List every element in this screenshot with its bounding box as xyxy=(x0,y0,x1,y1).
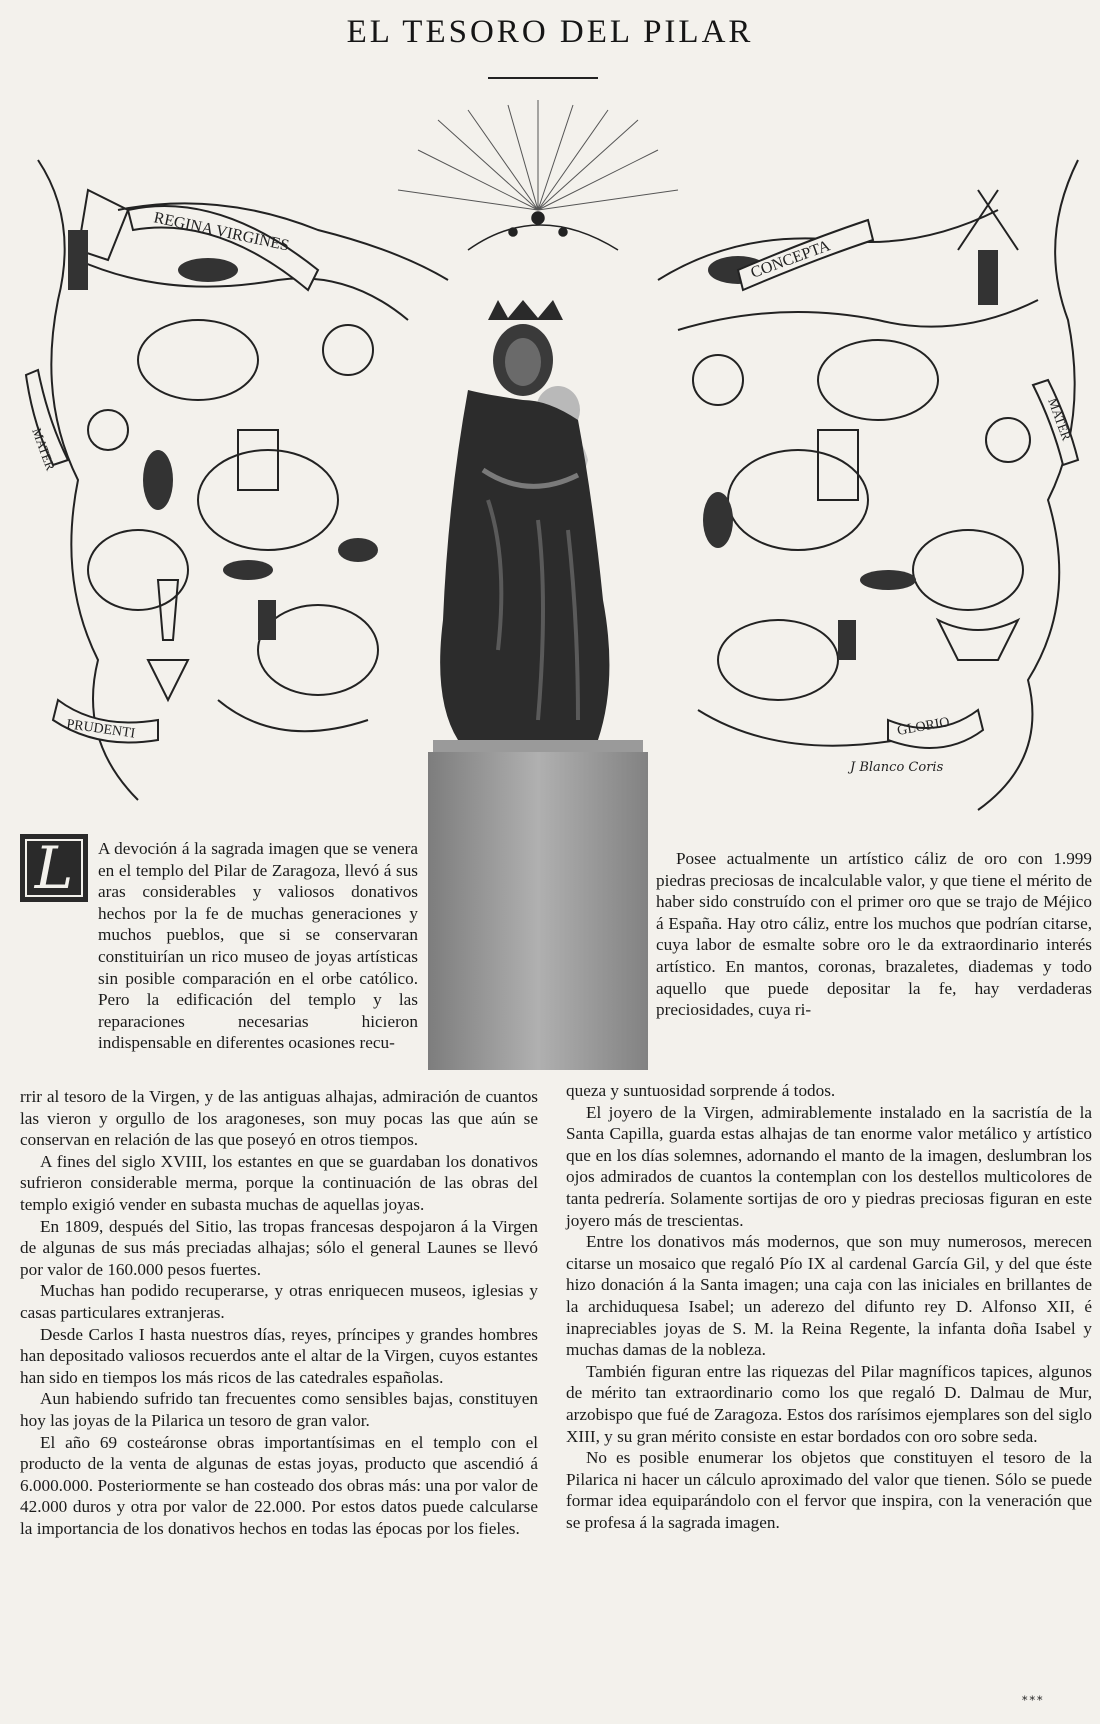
paragraph: Desde Carlos I hasta nuestros días, reyes, príncipes y grandes hombres han depositado valiosos recuerdos ante el altar de la Virgen, cuyos estantes han sido en tiempos los más ricos de las catedrales españolas. xyxy=(20,1324,538,1387)
sunburst-rays xyxy=(398,100,678,210)
paragraph: queza y suntuosidad sorprende á todos. xyxy=(566,1081,836,1100)
svg-text:MATER: MATER xyxy=(29,425,59,473)
paragraph: Aun habiendo sufrido tan frecuentes como sensibles bajas, constituyen hoy las joyas de la Pilarica un tesoro de gran valor. xyxy=(20,1389,538,1430)
svg-text:GLORIO: GLORIO xyxy=(896,714,951,739)
svg-text:PRUDENTI: PRUDENTI xyxy=(65,717,137,742)
title-rule xyxy=(488,77,598,79)
left-ornament-cluster xyxy=(38,160,448,800)
right-ornament-cluster xyxy=(658,160,1078,810)
right-column-body xyxy=(566,1080,1092,1533)
artist-signature: J Blanco Coris xyxy=(850,760,944,775)
paragraph: Entre los donativos más modernos, que son muy numerosos, merecen citarse un mosaico que regaló Pío IX al cardenal García Gil, y del que éste hizo donación á la Santa imagen; una caja con las iniciales en brillantes de la archiduquesa Isabel; un aderezo del difunto rey D. Alfonso XII, é inapreciables joyas de S. M. la Reina Regente, la infanta doña Isabel y muchas damas de la nobleza. xyxy=(566,1232,1092,1360)
left-ornament-shading xyxy=(68,230,378,640)
svg-text:MATER: MATER xyxy=(1045,395,1075,443)
paragraph: El joyero de la Virgen, admirablemente instalado en la sacristía de la Santa Capilla, guarda estas alhajas de tan enorme valor metálico y artístico que en los días solemnes, adornando el manto de la imagen, deslumbran los ojos admirados de cuantos la contemplan con los destellos multicolores de tanta pedrería. Solamente sortijas de oro y piedras preciosas figuran en este joyero más de trescientas. xyxy=(566,1102,1092,1230)
paragraph: A fines del siglo XVIII, los estantes en que se guardaban los donativos sufrieron considerable merma, porque la continuación de las obras del templo exigió vender en subasta muchas de aquellas joyas. xyxy=(20,1151,538,1214)
virgin-statue-photo xyxy=(428,300,648,1070)
drop-cap: L xyxy=(20,834,88,902)
paragraph: Muchas han podido recuperarse, y otras enriquecen museos, iglesias y casas particulares extranjeras. xyxy=(20,1281,538,1322)
left-column-body xyxy=(20,1086,538,1539)
article-title: EL TESORO DEL PILAR xyxy=(346,14,754,50)
paragraph: El año 69 costeáronse obras importantísimas en el templo con el producto de la venta de algunas de estas joyas, producto que ascendió á 6.000.000. Posteriormente se han costeado dos obras más: una por valor de 42.000 duros y otra por valor de 22.000. Por estos datos puede calcularse la importancia de los donativos hechos en todas las épocas por los fieles. xyxy=(20,1432,538,1538)
paragraph: En 1809, después del Sitio, las tropas francesas despojaron á la Virgen de algunas de sus más preciadas alhajas; sólo el general Launes se llevó por valor de 160.000 pesos fuertes. xyxy=(20,1216,538,1279)
paragraph: rrir al tesoro de la Virgen, y de las antiguas alhajas, admiración de cuantos las vieron y orgullo de los aragoneses, son muy pocas las que aún se conservan en relación de las que poseyó en otros tiempos. xyxy=(20,1087,538,1150)
left-column-intro xyxy=(98,838,418,1054)
paragraph: No es posible enumerar los objetos que constituyen el tesoro de la Pilarica ni hacer un cálculo aproximado del valor que tienen. Sólo se puede formar idea equiparándolo con el fervor que inspira, con la veneración que se profesa á la sagrada imagen. xyxy=(566,1448,1092,1532)
paragraph: También figuran entre las riquezas del Pilar magníficos tapices, algunos de mérito tan extraordinario como los que regaló D. Dalmau de Mur, arzobispo que fué de Zaragoza. Estos dos rarísimos ejemplares son del siglo XIII, y su gran mérito consiste en estar bordados con oro sobre seda. xyxy=(566,1361,1092,1446)
paragraph: Posee actualmente un artístico cáliz de oro con 1.999 piedras preciosas de incalculable valor, y que tiene el mérito de haber sido construído con el primer oro que se trajo de Méjico á España. Hay otro cáliz, entre los muchos que podrían citarse, cuya labor de esmalte sobre oro le da extraordinario interés artístico. En mantos, coronas, brazaletes, diademas y todo aquello que puede depositar la fe, hay verdaderas preciosidades, cuya ri- xyxy=(656,849,1092,1020)
svg-text:CONCEPTA: CONCEPTA xyxy=(748,237,833,282)
right-ornament-shading xyxy=(703,250,998,660)
paragraph: A devoción á la sagrada imagen que se venera en el templo del Pilar de Zaragoza, llevó á sus aras considerables y valiosos donativos hechos por la fe de muchas generaciones y muchos pueblos, que si se conservaran constituirían un rico museo de joyas artísticas sin posible comparación en el orbe católico. Pero la edificación del templo y las reparaciones necesarias hicieron indispensable en diferentes ocasiones recu- xyxy=(98,839,418,1053)
center-floral-crest xyxy=(468,212,618,250)
svg-text:REGINA VIRGINES: REGINA VIRGINES xyxy=(152,209,291,255)
right-column-intro xyxy=(656,848,1092,1021)
end-mark: *** xyxy=(1022,1694,1045,1707)
